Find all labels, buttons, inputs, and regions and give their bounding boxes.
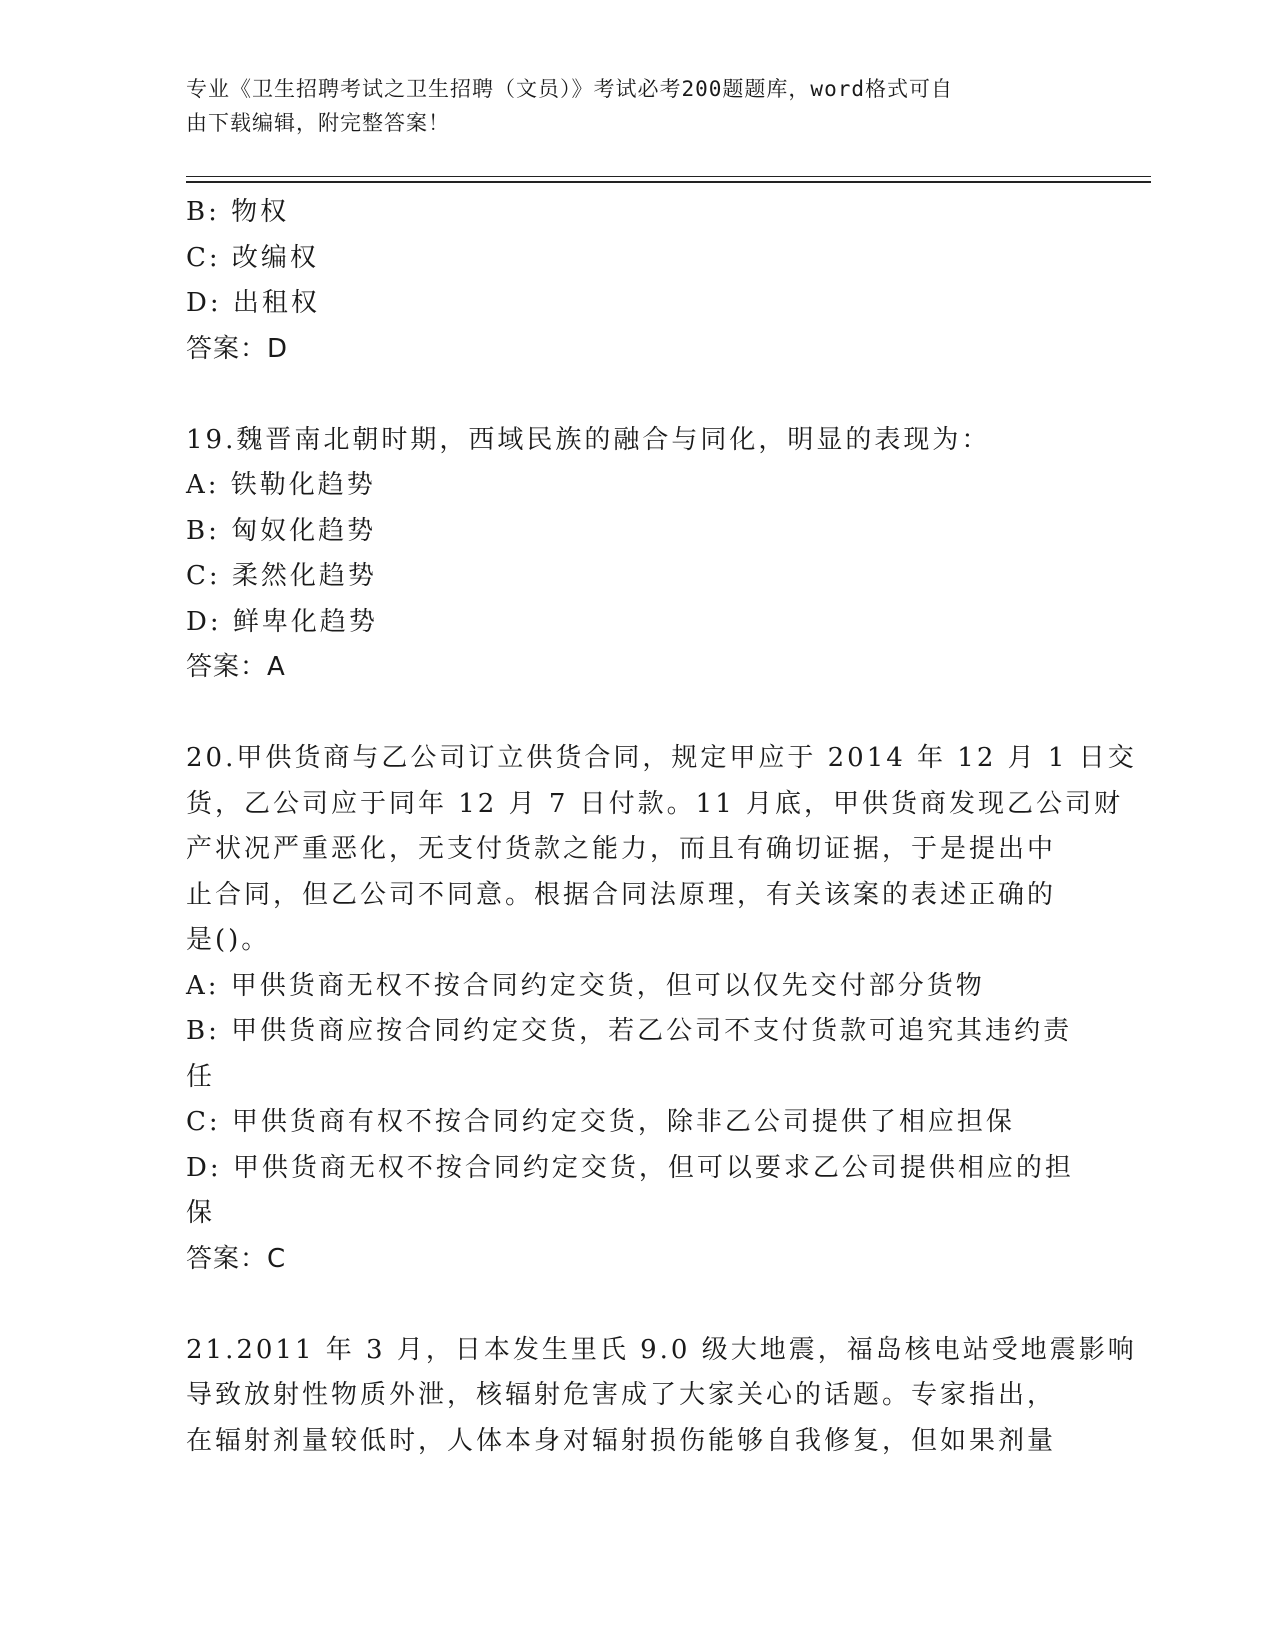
document-header (186, 72, 1066, 140)
q20-option-b-cont: 任 (186, 1061, 216, 1092)
q20-option-d: D: 甲供货商无权不按合同约定交货，但可以要求乙公司提供相应的担 (186, 1152, 1074, 1183)
question-19 (186, 418, 1086, 691)
header-line-2: 由下载编辑，附完整答案！ (186, 111, 450, 135)
header-divider-thin (186, 176, 1151, 177)
q21-stem-line: 在辐射剂量较低时，人体本身对辐射损伤能够自我修复，但如果剂量 (186, 1425, 1057, 1456)
q19-option-c: C: 柔然化趋势 (186, 561, 377, 591)
q20-option-d-cont: 保 (186, 1198, 216, 1228)
header-line-1: 专业《卫生招聘考试之卫生招聘（文员）》考试必考200题题库，word格式可自 (186, 77, 953, 101)
q19-answer: 答案：A (186, 652, 286, 682)
spacer (186, 1282, 1086, 1328)
q19-stem: 19.魏晋南北朝时期，西域民族的融合与同化，明显的表现为： (186, 424, 991, 455)
q20-stem-line: 20.甲供货商与乙公司订立供货合同，规定甲应于 2014 年 12 月 1 日交 (186, 743, 1137, 773)
q18-answer: 答案：D (186, 333, 289, 364)
q19-option-d: D: 鲜卑化趋势 (186, 606, 378, 637)
header-divider-thick (186, 181, 1151, 183)
q18-option-b: B: 物权 (186, 197, 290, 227)
q21-stem-line: 21.2011 年 3 月，日本发生里氏 9.0 级大地震，福岛核电站受地震影响 (186, 1334, 1137, 1365)
q20-stem-line: 产状况严重恶化，无支付货款之能力，而且有确切证据，于是提出中 (186, 834, 1057, 864)
q20-stem-line: 止合同，但乙公司不同意。根据合同法原理，有关该案的表述正确的 (186, 879, 1057, 910)
q19-option-b: B: 匈奴化趋势 (186, 515, 377, 546)
q21-stem-line: 导致放射性物质外泄，核辐射危害成了大家关心的话题。专家指出， (186, 1380, 1057, 1410)
q20-option-c: C: 甲供货商有权不按合同约定交货，除非乙公司提供了相应担保 (186, 1107, 1015, 1137)
q20-stem-line: 是()。 (186, 925, 271, 955)
spacer (186, 372, 1086, 418)
q20-stem-line: 货，乙公司应于同年 12 月 7 日付款。11 月底，甲供货商发现乙公司财 (186, 788, 1124, 819)
q20-option-b: B: 甲供货商应按合同约定交货，若乙公司不支付货款可追究其违约责 (186, 1016, 1073, 1046)
q18-option-c: C: 改编权 (186, 242, 319, 273)
document-body (186, 190, 1137, 1464)
question-18 (186, 190, 1086, 372)
q20-option-a: A: 甲供货商无权不按合同约定交货，但可以仅先交付部分货物 (186, 970, 985, 1001)
q20-answer: 答案：C (186, 1243, 287, 1274)
q19-option-a: A: 铁勒化趋势 (186, 470, 376, 500)
spacer (186, 691, 1086, 737)
question-21 (186, 1328, 1137, 1465)
q18-option-d: D: 出租权 (186, 288, 320, 318)
question-20 (186, 736, 1137, 1282)
